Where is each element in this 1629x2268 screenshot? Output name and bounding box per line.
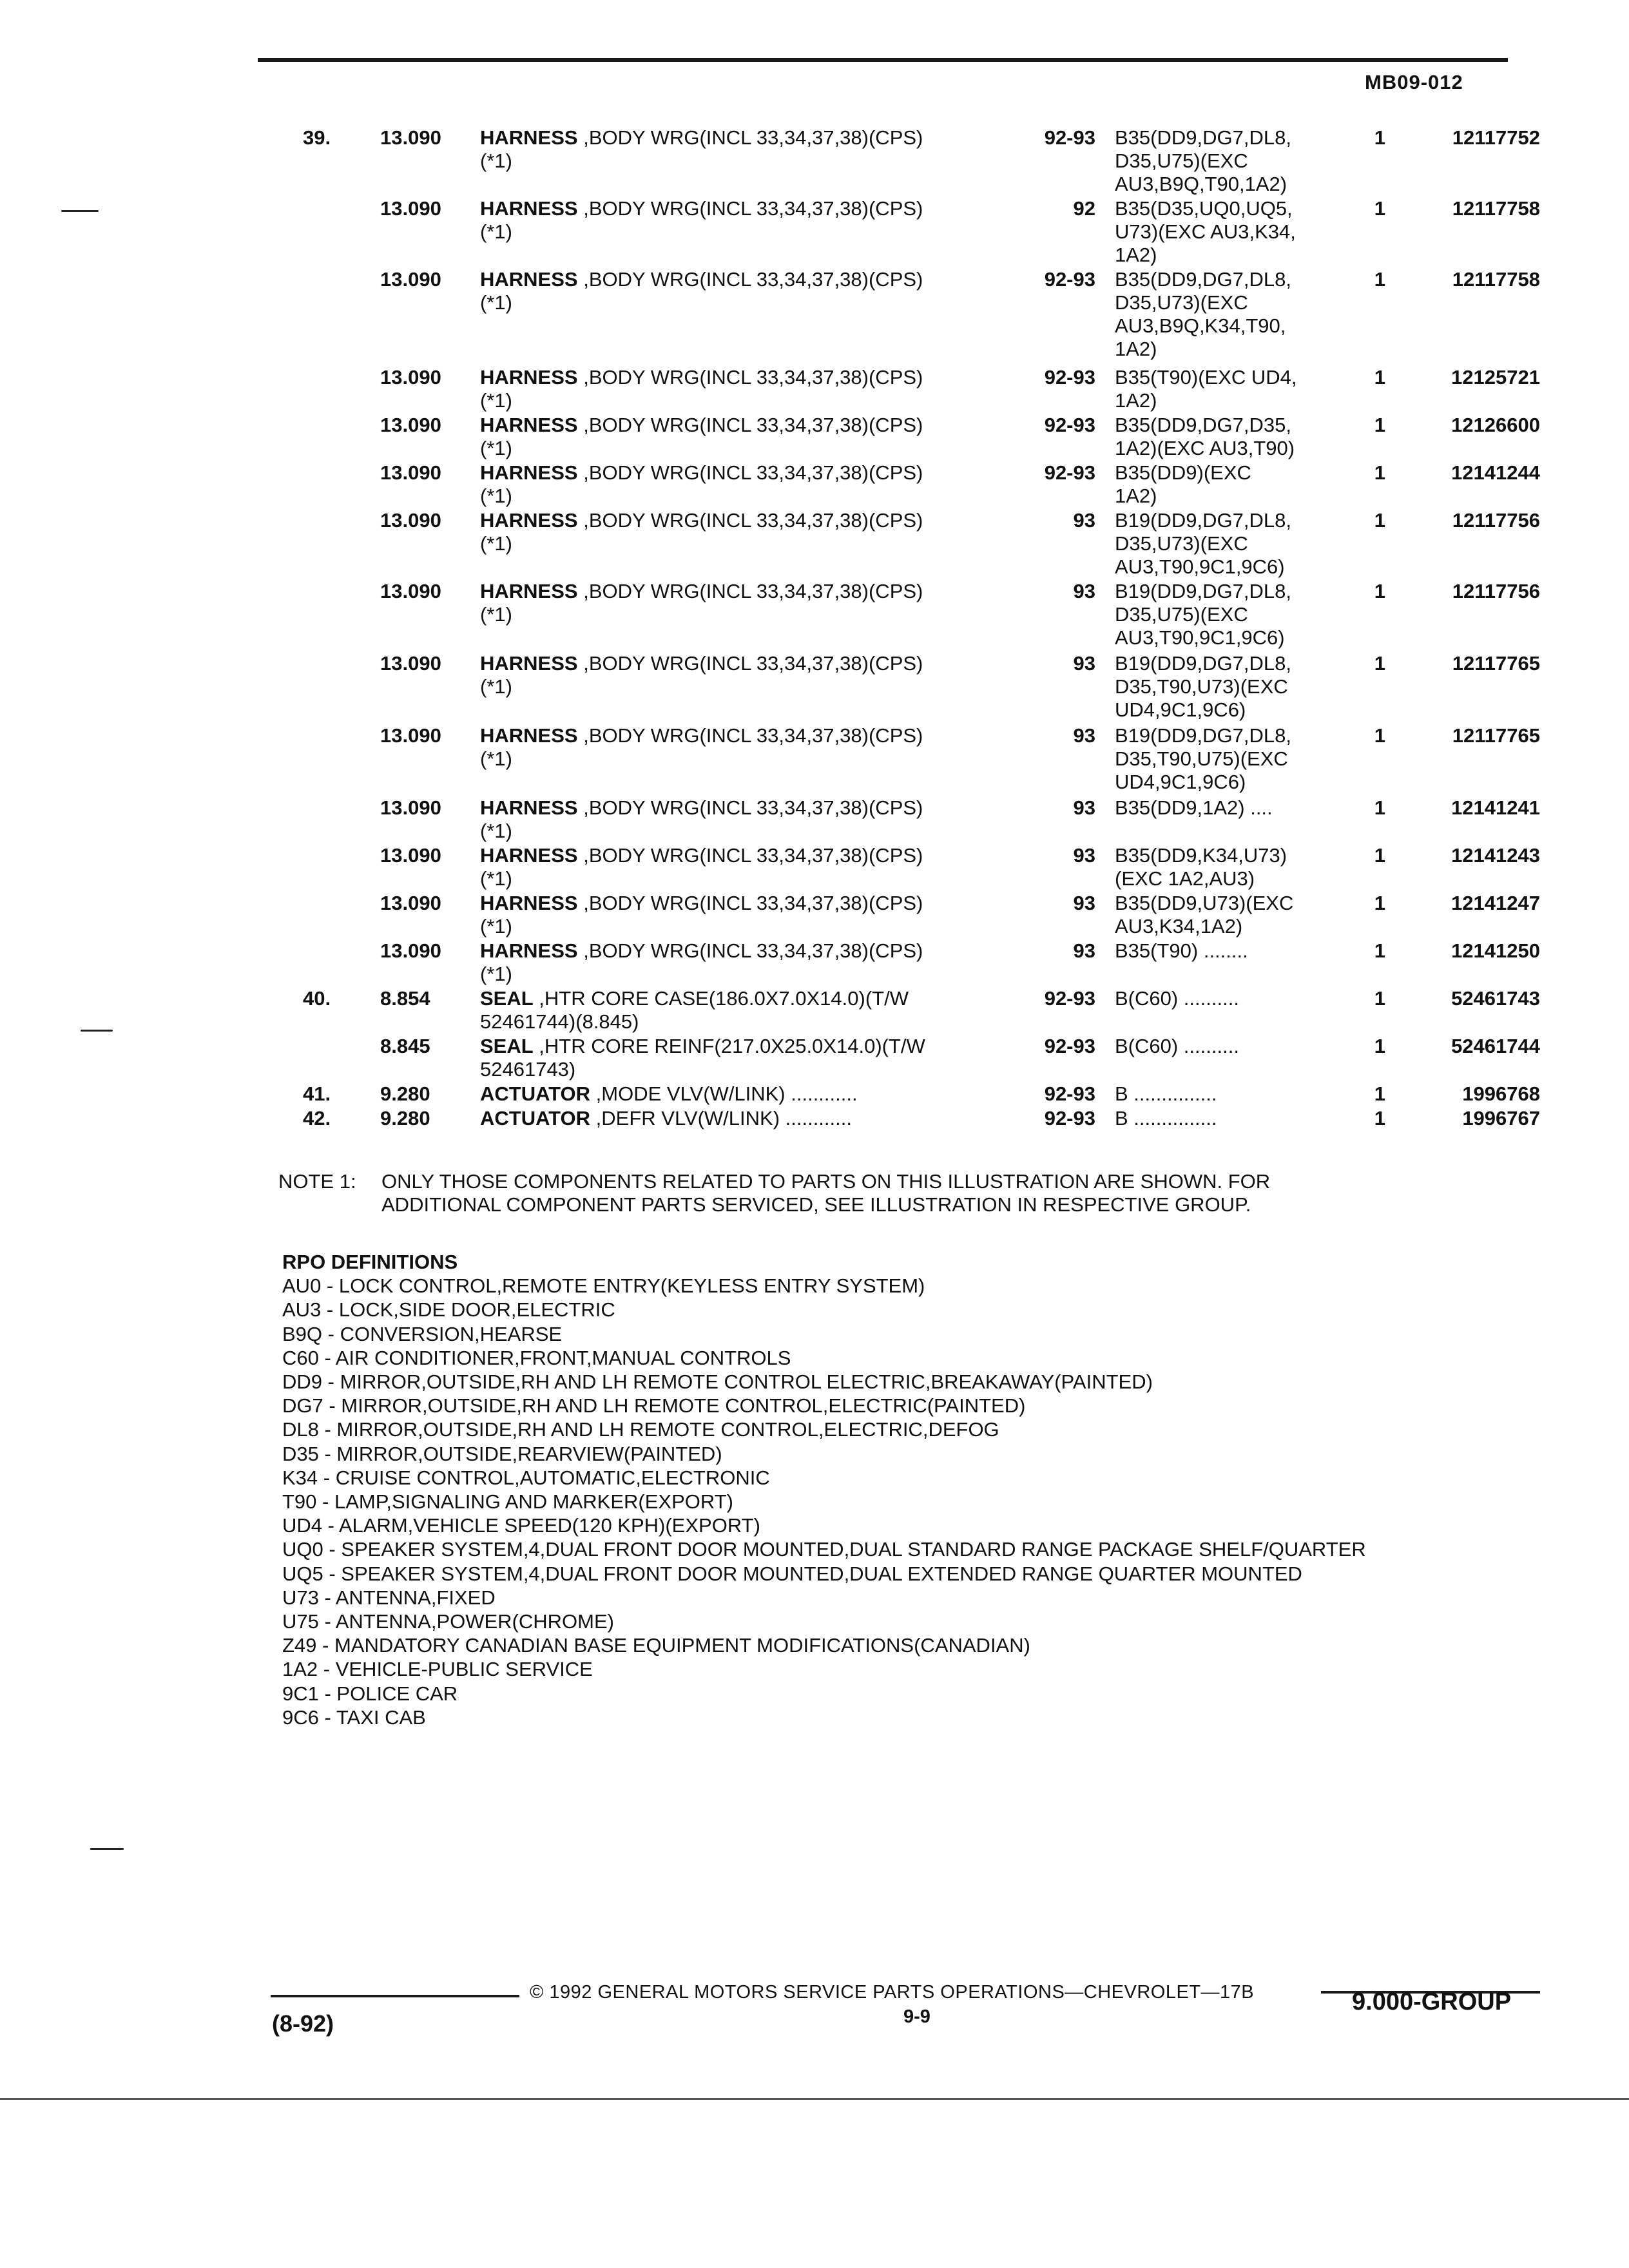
quantity: 1 — [1374, 724, 1385, 747]
quantity: 1 — [1374, 652, 1385, 675]
model-usage: B35(DD9,U73)(EXC AU3,K34,1A2) — [1115, 892, 1294, 937]
quantity: 1 — [1374, 126, 1385, 149]
rpo-item: 9C1 - POLICE CAR — [282, 1682, 458, 1705]
model-usage: B35(DD9,1A2) .... — [1115, 796, 1273, 819]
parts-row — [0, 126, 1629, 197]
illustration-code: 13.090 — [380, 580, 441, 602]
model-usage: B35(DD9)(EXC 1A2) — [1115, 461, 1251, 507]
model-years: 93 — [1073, 652, 1095, 675]
parts-row — [0, 724, 1629, 795]
parts-row — [0, 197, 1629, 268]
quantity: 1 — [1374, 939, 1385, 962]
rpo-item: T90 - LAMP,SIGNALING AND MARKER(EXPORT) — [282, 1490, 733, 1514]
illustration-code: 9.280 — [380, 1082, 430, 1105]
part-description: ACTUATOR ,MODE VLV(W/LINK) ............ — [480, 1082, 858, 1105]
part-description: HARNESS ,BODY WRG(INCL 33,34,37,38)(CPS) (*1) — [480, 844, 923, 890]
rpo-item: 1A2 - VEHICLE-PUBLIC SERVICE — [282, 1658, 593, 1681]
parts-row — [0, 580, 1629, 651]
rpo-item: UQ0 - SPEAKER SYSTEM,4,DUAL FRONT DOOR MOUNTED,DUAL STANDARD RANGE PACKAGE SHELF/QUARTER — [282, 1538, 1366, 1561]
part-number: 12117765 — [1452, 724, 1540, 747]
model-usage: B ............... — [1115, 1107, 1217, 1129]
part-description: HARNESS ,BODY WRG(INCL 33,34,37,38)(CPS) (*1) — [480, 461, 923, 507]
illustration-code: 13.090 — [380, 939, 441, 962]
revision-date: (8-92) — [272, 2010, 334, 2037]
part-description: HARNESS ,BODY WRG(INCL 33,34,37,38)(CPS) (*1) — [480, 796, 923, 842]
illustration-code: 13.090 — [380, 796, 441, 819]
part-description: HARNESS ,BODY WRG(INCL 33,34,37,38)(CPS) (*1) — [480, 652, 923, 698]
quantity: 1 — [1374, 892, 1385, 914]
model-years: 92-93 — [1044, 461, 1095, 484]
note-block — [278, 1170, 1503, 1216]
rpo-item: C60 - AIR CONDITIONER,FRONT,MANUAL CONTROLS — [282, 1346, 791, 1369]
rpo-list — [282, 1274, 1571, 1729]
illustration-code: 13.090 — [380, 652, 441, 675]
model-usage: B35(T90) ........ — [1115, 939, 1248, 962]
part-description: HARNESS ,BODY WRG(INCL 33,34,37,38)(CPS) (*1) — [480, 509, 923, 555]
note-line-1: ONLY THOSE COMPONENTS RELATED TO PARTS ON THIS ILLUSTRATION ARE SHOWN. FOR — [381, 1170, 1271, 1193]
item-ref: 40. — [303, 987, 331, 1010]
item-ref: 39. — [303, 126, 331, 149]
quantity: 1 — [1374, 1035, 1385, 1057]
quantity: 1 — [1374, 461, 1385, 484]
illustration-code: 9.280 — [380, 1107, 430, 1129]
item-ref: 42. — [303, 1107, 331, 1129]
model-usage: B19(DD9,DG7,DL8, D35,U75)(EXC AU3,T90,9C1,9C6) — [1115, 580, 1291, 649]
model-years: 93 — [1073, 939, 1095, 962]
rpo-item: U73 - ANTENNA,FIXED — [282, 1586, 496, 1609]
model-usage: B35(DD9,K34,U73) (EXC 1A2,AU3) — [1115, 844, 1287, 890]
part-description: HARNESS ,BODY WRG(INCL 33,34,37,38)(CPS) (*1) — [480, 724, 923, 770]
part-number: 12126600 — [1451, 414, 1540, 436]
part-number: 12117765 — [1452, 652, 1540, 675]
illustration-code: 13.090 — [380, 724, 441, 747]
note-label: NOTE 1: — [278, 1170, 356, 1193]
part-description: HARNESS ,BODY WRG(INCL 33,34,37,38)(CPS) (*1) — [480, 366, 923, 412]
quantity: 1 — [1374, 580, 1385, 602]
part-number: 1996767 — [1462, 1107, 1540, 1129]
rpo-item: DL8 - MIRROR,OUTSIDE,RH AND LH REMOTE CONTROL,ELECTRIC,DEFOG — [282, 1418, 999, 1441]
part-number: 52461743 — [1451, 987, 1540, 1010]
rpo-item: AU0 - LOCK CONTROL,REMOTE ENTRY(KEYLESS ENTRY SYSTEM) — [282, 1274, 925, 1298]
model-years: 92-93 — [1044, 1082, 1095, 1105]
quantity: 1 — [1374, 844, 1385, 867]
model-usage: B(C60) .......... — [1115, 987, 1239, 1010]
model-usage: B35(DD9,DG7,DL8, D35,U73)(EXC AU3,B9Q,K34,T90, 1A2) — [1115, 268, 1291, 360]
model-usage: B35(D35,UQ0,UQ5, U73)(EXC AU3,K34, 1A2) — [1115, 197, 1296, 266]
part-number: 12141247 — [1451, 892, 1540, 914]
illustration-code: 13.090 — [380, 197, 441, 220]
model-years: 92-93 — [1044, 126, 1095, 149]
part-number: 12141241 — [1451, 796, 1540, 819]
quantity: 1 — [1374, 796, 1385, 819]
rpo-title: RPO DEFINITIONS — [282, 1251, 458, 1273]
bottom-rule — [0, 2098, 1629, 2100]
part-description: SEAL ,HTR CORE CASE(186.0X7.0X14.0)(T/W 52461744)(8.845) — [480, 987, 909, 1033]
rpo-item: AU3 - LOCK,SIDE DOOR,ELECTRIC — [282, 1298, 615, 1321]
rpo-definitions — [282, 1250, 1571, 1729]
parts-row — [0, 509, 1629, 580]
part-description: ACTUATOR ,DEFR VLV(W/LINK) ............ — [480, 1107, 852, 1129]
model-years: 93 — [1073, 580, 1095, 602]
quantity: 1 — [1374, 987, 1385, 1010]
page-code: MB09-012 — [1365, 71, 1463, 93]
model-years: 93 — [1073, 844, 1095, 867]
part-description: HARNESS ,BODY WRG(INCL 33,34,37,38)(CPS) (*1) — [480, 892, 923, 937]
rpo-item: DD9 - MIRROR,OUTSIDE,RH AND LH REMOTE CONTROL ELECTRIC,BREAKAWAY(PAINTED) — [282, 1370, 1153, 1394]
part-description: HARNESS ,BODY WRG(INCL 33,34,37,38)(CPS) (*1) — [480, 414, 923, 459]
part-number: 1996768 — [1462, 1082, 1540, 1105]
model-usage: B(C60) .......... — [1115, 1035, 1239, 1057]
note-line-2: ADDITIONAL COMPONENT PARTS SERVICED, SEE ILLUSTRATION IN RESPECTIVE GROUP. — [381, 1193, 1251, 1216]
model-years: 92-93 — [1044, 1035, 1095, 1057]
parts-row — [0, 268, 1629, 360]
model-years: 92 — [1073, 197, 1095, 220]
margin-mark — [90, 1848, 124, 1850]
model-years: 93 — [1073, 892, 1095, 914]
part-description: HARNESS ,BODY WRG(INCL 33,34,37,38)(CPS) (*1) — [480, 580, 923, 626]
model-usage: B19(DD9,DG7,DL8, D35,U73)(EXC AU3,T90,9C1,9C6) — [1115, 509, 1291, 578]
part-number: 12117756 — [1452, 509, 1540, 532]
quantity: 1 — [1374, 1107, 1385, 1129]
model-usage: B ............... — [1115, 1082, 1217, 1105]
part-number: 12141250 — [1451, 939, 1540, 962]
quantity: 1 — [1374, 197, 1385, 220]
part-description: HARNESS ,BODY WRG(INCL 33,34,37,38)(CPS) (*1) — [480, 197, 923, 243]
rpo-item: DG7 - MIRROR,OUTSIDE,RH AND LH REMOTE CONTROL,ELECTRIC(PAINTED) — [282, 1394, 1026, 1418]
illustration-code: 13.090 — [380, 268, 441, 291]
part-description: HARNESS ,BODY WRG(INCL 33,34,37,38)(CPS) (*1) — [480, 939, 923, 985]
model-usage: B35(DD9,DG7,D35, 1A2)(EXC AU3,T90) — [1115, 414, 1295, 459]
model-usage: B19(DD9,DG7,DL8, D35,T90,U73)(EXC UD4,9C1,9C6) — [1115, 652, 1291, 721]
rpo-item: 9C6 - TAXI CAB — [282, 1706, 426, 1729]
part-number: 12117758 — [1452, 197, 1540, 220]
illustration-code: 13.090 — [380, 414, 441, 436]
quantity: 1 — [1374, 509, 1385, 532]
model-years: 92-93 — [1044, 987, 1095, 1010]
model-years: 92-93 — [1044, 268, 1095, 291]
header-rule — [258, 58, 1508, 62]
illustration-code: 13.090 — [380, 461, 441, 484]
page-number: 9-9 — [903, 2006, 930, 2027]
illustration-code: 13.090 — [380, 844, 441, 867]
item-ref: 41. — [303, 1082, 331, 1105]
rpo-item: UD4 - ALARM,VEHICLE SPEED(120 KPH)(EXPORT) — [282, 1514, 760, 1537]
rpo-item: U75 - ANTENNA,POWER(CHROME) — [282, 1610, 614, 1633]
model-years: 92-93 — [1044, 366, 1095, 389]
rpo-item: Z49 - MANDATORY CANADIAN BASE EQUIPMENT MODIFICATIONS(CANADIAN) — [282, 1634, 1030, 1657]
model-years: 93 — [1073, 796, 1095, 819]
part-number: 12141243 — [1451, 844, 1540, 867]
part-number: 52461744 — [1451, 1035, 1540, 1057]
part-number: 12125721 — [1451, 366, 1540, 389]
quantity: 1 — [1374, 414, 1385, 436]
rpo-item: K34 - CRUISE CONTROL,AUTOMATIC,ELECTRONIC — [282, 1466, 770, 1489]
part-number: 12117752 — [1452, 126, 1540, 149]
parts-row — [0, 1107, 1629, 1178]
part-description: HARNESS ,BODY WRG(INCL 33,34,37,38)(CPS) (*1) — [480, 268, 923, 314]
model-years: 93 — [1073, 724, 1095, 747]
parts-row — [0, 652, 1629, 723]
footer-rule-left — [271, 1995, 519, 1997]
rpo-item: D35 - MIRROR,OUTSIDE,REARVIEW(PAINTED) — [282, 1442, 722, 1465]
part-number: 12117758 — [1452, 268, 1540, 291]
model-usage: B19(DD9,DG7,DL8, D35,T90,U75)(EXC UD4,9C1,9C6) — [1115, 724, 1291, 793]
illustration-code: 8.854 — [380, 987, 430, 1010]
model-usage: B35(DD9,DG7,DL8, D35,U75)(EXC AU3,B9Q,T90,1A2) — [1115, 126, 1291, 195]
model-years: 93 — [1073, 509, 1095, 532]
illustration-code: 13.090 — [380, 509, 441, 532]
part-number: 12141244 — [1451, 461, 1540, 484]
rpo-item: B9Q - CONVERSION,HEARSE — [282, 1322, 563, 1345]
illustration-code: 13.090 — [380, 892, 441, 914]
group-label: 9.000-GROUP — [1352, 1988, 1512, 2015]
quantity: 1 — [1374, 1082, 1385, 1105]
illustration-code: 13.090 — [380, 366, 441, 389]
illustration-code: 13.090 — [380, 126, 441, 149]
model-years: 92-93 — [1044, 414, 1095, 436]
footer-copyright: © 1992 GENERAL MOTORS SERVICE PARTS OPERATIONS—CHEVROLET—17B — [530, 1982, 1255, 2003]
model-usage: B35(T90)(EXC UD4, 1A2) — [1115, 366, 1297, 412]
part-description: SEAL ,HTR CORE REINF(217.0X25.0X14.0)(T/W 52461743) — [480, 1035, 925, 1081]
quantity: 1 — [1374, 366, 1385, 389]
rpo-item: UQ5 - SPEAKER SYSTEM,4,DUAL FRONT DOOR MOUNTED,DUAL EXTENDED RANGE QUARTER MOUNTED — [282, 1562, 1302, 1585]
part-number: 12117756 — [1452, 580, 1540, 602]
part-description: HARNESS ,BODY WRG(INCL 33,34,37,38)(CPS) (*1) — [480, 126, 923, 172]
model-years: 92-93 — [1044, 1107, 1095, 1129]
quantity: 1 — [1374, 268, 1385, 291]
note-text — [381, 1170, 1477, 1216]
illustration-code: 8.845 — [380, 1035, 430, 1057]
